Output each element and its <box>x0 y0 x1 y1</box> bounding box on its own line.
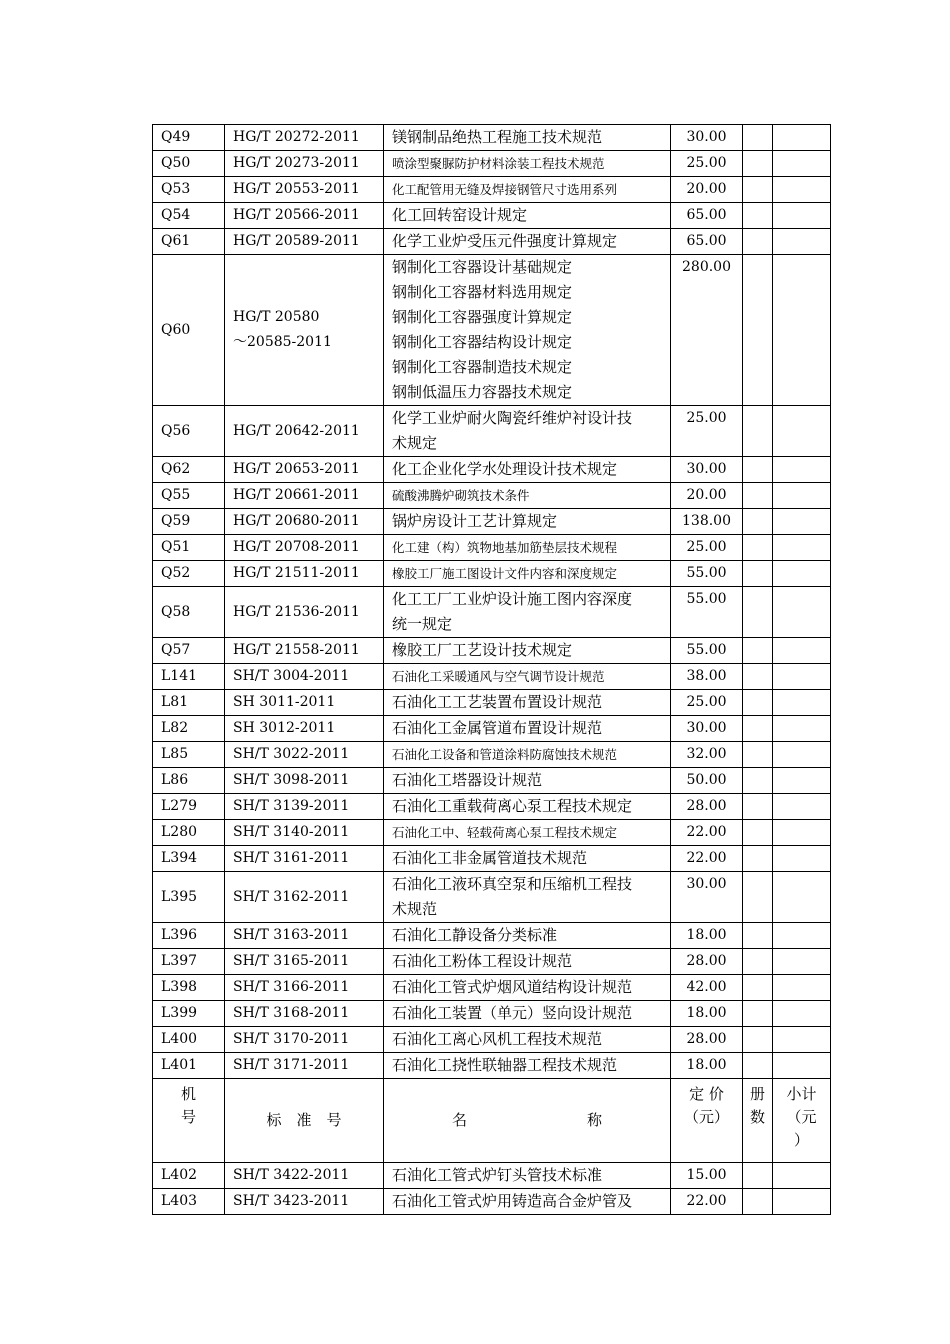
standard-name-cell <box>384 1189 671 1215</box>
standard-name-line: 石油化工塔器设计规范 <box>392 771 543 789</box>
table-row <box>153 820 831 846</box>
subtotal-cell[interactable] <box>773 509 831 535</box>
subtotal-cell[interactable] <box>773 1163 831 1189</box>
standard-name-cell <box>384 457 671 483</box>
standard-number-cell <box>225 872 384 923</box>
standard-number-line: HG/T 21511-2011 <box>233 565 360 581</box>
code-cell: Q51 <box>153 535 225 561</box>
standard-name-line: 化学工业炉耐火陶瓷纤维炉衬设计技 <box>392 409 633 427</box>
standard-name-cell <box>384 923 671 949</box>
code-cell: L402 <box>153 1163 225 1189</box>
standard-name-line: 钢制低温压力容器技术规定 <box>392 383 573 401</box>
standard-number-line: SH/T 3139-2011 <box>233 798 350 814</box>
table-row <box>153 1189 831 1215</box>
standard-name-cell <box>384 716 671 742</box>
standard-name-line: 石油化工管式炉钉头管技术标准 <box>392 1166 603 1184</box>
standard-name-line: 化工回转窑设计规定 <box>392 206 528 224</box>
standard-number-line: SH/T 3171-2011 <box>233 1057 350 1073</box>
standard-number-cell <box>225 587 384 638</box>
price-cell: 25.00 <box>671 535 743 561</box>
standard-name-line: 石油化工离心风机工程技术规范 <box>392 1030 603 1048</box>
code-cell: Q49 <box>153 125 225 151</box>
subtotal-cell[interactable] <box>773 1189 831 1215</box>
standard-number-cell <box>225 406 384 457</box>
standard-name-line: 术规范 <box>392 900 438 918</box>
code-cell: Q62 <box>153 457 225 483</box>
subtotal-cell[interactable] <box>773 151 831 177</box>
price-cell: 280.00 <box>671 255 743 406</box>
code-cell: Q60 <box>153 255 225 406</box>
price-cell: 22.00 <box>671 820 743 846</box>
standard-number-line: HG/T 21536-2011 <box>233 603 360 620</box>
copies-cell[interactable] <box>743 1053 773 1079</box>
standard-name-line: 钢制化工容器强度计算规定 <box>392 308 573 326</box>
subtotal-cell[interactable] <box>773 1053 831 1079</box>
standard-name-cell <box>384 690 671 716</box>
code-cell: L82 <box>153 716 225 742</box>
price-cell: 55.00 <box>671 587 743 638</box>
standard-number-line: SH/T 3422-2011 <box>233 1167 350 1183</box>
standard-number-line: HG/T 20661-2011 <box>233 487 360 503</box>
copies-cell[interactable] <box>743 742 773 768</box>
subtotal-cell[interactable] <box>773 587 831 638</box>
table-row <box>153 1001 831 1027</box>
subtotal-cell[interactable] <box>773 820 831 846</box>
price-cell: 65.00 <box>671 229 743 255</box>
standard-name-cell <box>384 203 671 229</box>
standard-number-line: HG/T 20580 <box>233 309 320 325</box>
price-cell: 25.00 <box>671 406 743 457</box>
standard-number-line: HG/T 21558-2011 <box>233 642 360 658</box>
standard-number-line: SH/T 3004-2011 <box>233 668 350 684</box>
copies-cell[interactable] <box>743 664 773 690</box>
standard-number-line: SH/T 3170-2011 <box>233 1031 350 1047</box>
table-header <box>153 1079 831 1163</box>
code-cell: Q59 <box>153 509 225 535</box>
subtotal-cell[interactable] <box>773 872 831 923</box>
standard-number-line: SH/T 3162-2011 <box>233 888 350 905</box>
standard-number-cell <box>225 203 384 229</box>
price-cell: 30.00 <box>671 872 743 923</box>
table-row <box>153 535 831 561</box>
price-cell: 30.00 <box>671 716 743 742</box>
table-row <box>153 923 831 949</box>
standard-number-cell <box>225 716 384 742</box>
table-row <box>153 229 831 255</box>
header-standard: 标 准 号 <box>225 1079 384 1163</box>
copies-cell[interactable] <box>743 690 773 716</box>
table-row <box>153 561 831 587</box>
code-cell: L279 <box>153 794 225 820</box>
standard-number-cell <box>225 846 384 872</box>
standard-number-cell <box>225 457 384 483</box>
price-cell: 30.00 <box>671 457 743 483</box>
standard-name-cell <box>384 872 671 923</box>
standard-name-line: 橡胶工厂施工图设计文件内容和深度规定 <box>392 566 618 581</box>
standard-name-line: 钢制化工容器材料选用规定 <box>392 283 573 301</box>
subtotal-cell[interactable] <box>773 125 831 151</box>
table-row <box>153 125 831 151</box>
standard-name-line: 化工建（构）筑物地基加筋垫层技术规程 <box>392 540 618 555</box>
standard-name-cell <box>384 561 671 587</box>
price-cell: 18.00 <box>671 923 743 949</box>
price-cell: 22.00 <box>671 1189 743 1215</box>
header-code: 机 号 <box>153 1079 225 1163</box>
price-cell: 38.00 <box>671 664 743 690</box>
code-cell: Q61 <box>153 229 225 255</box>
header-name: 名 称 <box>384 1079 671 1163</box>
header-subtotal: 小计 （元 ） <box>773 1079 831 1163</box>
standard-name-cell <box>384 1001 671 1027</box>
table-row <box>153 255 831 406</box>
code-cell: Q56 <box>153 406 225 457</box>
standard-number-cell <box>225 949 384 975</box>
standard-name-line: 术规定 <box>392 434 438 452</box>
table-row <box>153 664 831 690</box>
standard-name-cell <box>384 664 671 690</box>
copies-cell[interactable] <box>743 1001 773 1027</box>
code-cell: Q54 <box>153 203 225 229</box>
standard-number-cell <box>225 1027 384 1053</box>
standard-number-cell <box>225 820 384 846</box>
subtotal-cell[interactable] <box>773 949 831 975</box>
standard-number-line: HG/T 20708-2011 <box>233 539 360 555</box>
standard-name-cell <box>384 820 671 846</box>
table-body-bottom <box>153 1163 831 1215</box>
standard-name-cell <box>384 768 671 794</box>
subtotal-cell[interactable] <box>773 229 831 255</box>
standard-name-cell <box>384 483 671 509</box>
standard-number-line: HG/T 20642-2011 <box>233 422 360 439</box>
standard-number-line: HG/T 20653-2011 <box>233 461 360 477</box>
standard-number-line: SH/T 3022-2011 <box>233 746 350 762</box>
subtotal-cell[interactable] <box>773 923 831 949</box>
table-row <box>153 742 831 768</box>
copies-cell[interactable] <box>743 949 773 975</box>
standard-name-cell <box>384 151 671 177</box>
standard-name-line: 石油化工装置（单元）竖向设计规范 <box>392 1004 633 1022</box>
standard-name-cell <box>384 125 671 151</box>
price-cell: 20.00 <box>671 483 743 509</box>
table-row <box>153 587 831 638</box>
standard-name-cell <box>384 1163 671 1189</box>
code-cell: L81 <box>153 690 225 716</box>
price-cell: 138.00 <box>671 509 743 535</box>
standard-number-line: ～20585-2011 <box>233 334 332 350</box>
price-cell: 28.00 <box>671 794 743 820</box>
price-cell: 65.00 <box>671 203 743 229</box>
standard-number-cell <box>225 229 384 255</box>
table-row <box>153 638 831 664</box>
subtotal-cell[interactable] <box>773 846 831 872</box>
standard-name-cell <box>384 1053 671 1079</box>
table-row <box>153 151 831 177</box>
code-cell: Q52 <box>153 561 225 587</box>
header-row <box>153 1079 831 1163</box>
code-cell: Q58 <box>153 587 225 638</box>
standard-number-line: SH 3011-2011 <box>233 694 336 710</box>
price-cell: 50.00 <box>671 768 743 794</box>
standard-name-cell <box>384 846 671 872</box>
standard-number-line: HG/T 20553-2011 <box>233 181 360 197</box>
price-cell: 30.00 <box>671 125 743 151</box>
standard-number-cell <box>225 794 384 820</box>
copies-cell[interactable] <box>743 1027 773 1053</box>
standard-name-cell <box>384 255 671 406</box>
code-cell: L86 <box>153 768 225 794</box>
copies-cell[interactable] <box>743 255 773 406</box>
standard-name-cell <box>384 949 671 975</box>
standard-name-line: 石油化工液环真空泵和压缩机工程技 <box>392 875 633 893</box>
standard-name-cell <box>384 406 671 457</box>
table-row <box>153 690 831 716</box>
copies-cell[interactable] <box>743 923 773 949</box>
standard-name-line: 石油化工采暖通风与空气调节设计规范 <box>392 669 605 684</box>
code-cell: Q53 <box>153 177 225 203</box>
table-row <box>153 509 831 535</box>
standard-number-cell <box>225 664 384 690</box>
standard-number-line: SH/T 3161-2011 <box>233 850 350 866</box>
standard-name-line: 化工企业化学水处理设计技术规定 <box>392 460 618 478</box>
subtotal-cell[interactable] <box>773 177 831 203</box>
table-row <box>153 975 831 1001</box>
standard-number-line: HG/T 20566-2011 <box>233 207 360 223</box>
standard-number-line: SH/T 3140-2011 <box>233 824 350 840</box>
standard-name-cell <box>384 975 671 1001</box>
standard-name-line: 化学工业炉受压元件强度计算规定 <box>392 232 618 250</box>
copies-cell[interactable] <box>743 975 773 1001</box>
standard-name-cell <box>384 509 671 535</box>
code-cell: L400 <box>153 1027 225 1053</box>
subtotal-cell[interactable] <box>773 561 831 587</box>
subtotal-cell[interactable] <box>773 664 831 690</box>
standard-name-line: 石油化工重载荷离心泵工程技术规定 <box>392 797 633 815</box>
price-cell: 25.00 <box>671 151 743 177</box>
standard-name-line: 硫酸沸腾炉砌筑技术条件 <box>392 488 530 503</box>
subtotal-cell[interactable] <box>773 457 831 483</box>
standard-name-line: 石油化工管式炉烟风道结构设计规范 <box>392 978 633 996</box>
standard-name-cell <box>384 587 671 638</box>
standard-number-line: HG/T 20273-2011 <box>233 155 360 171</box>
table-row <box>153 716 831 742</box>
price-cell: 20.00 <box>671 177 743 203</box>
copies-cell[interactable] <box>743 846 773 872</box>
standard-name-cell <box>384 794 671 820</box>
subtotal-cell[interactable] <box>773 203 831 229</box>
subtotal-cell[interactable] <box>773 768 831 794</box>
standard-number-line: SH/T 3168-2011 <box>233 1005 350 1021</box>
standard-number-cell <box>225 1053 384 1079</box>
standard-name-line: 石油化工管式炉用铸造高合金炉管及 <box>392 1192 633 1210</box>
table-row <box>153 406 831 457</box>
standard-number-line: SH/T 3166-2011 <box>233 979 350 995</box>
copies-cell[interactable] <box>743 483 773 509</box>
standard-number-line: SH/T 3165-2011 <box>233 953 350 969</box>
standard-name-line: 橡胶工厂工艺设计技术规定 <box>392 641 573 659</box>
table-row <box>153 177 831 203</box>
standard-number-cell <box>225 125 384 151</box>
copies-cell[interactable] <box>743 509 773 535</box>
code-cell: Q57 <box>153 638 225 664</box>
price-cell: 18.00 <box>671 1053 743 1079</box>
copies-cell[interactable] <box>743 535 773 561</box>
copies-cell[interactable] <box>743 820 773 846</box>
standard-number-cell <box>225 690 384 716</box>
copies-cell[interactable] <box>743 561 773 587</box>
copies-cell[interactable] <box>743 638 773 664</box>
subtotal-cell[interactable] <box>773 716 831 742</box>
copies-cell[interactable] <box>743 1189 773 1215</box>
price-cell: 28.00 <box>671 949 743 975</box>
copies-cell[interactable] <box>743 229 773 255</box>
standard-name-line: 化工配管用无缝及焊接钢管尺寸选用系列 <box>392 182 618 197</box>
table-row <box>153 872 831 923</box>
standard-name-cell <box>384 535 671 561</box>
standard-name-line: 化工工厂工业炉设计施工图内容深度 <box>392 590 633 608</box>
subtotal-cell[interactable] <box>773 255 831 406</box>
standard-name-cell <box>384 638 671 664</box>
price-cell: 28.00 <box>671 1027 743 1053</box>
standard-name-cell <box>384 177 671 203</box>
standard-name-line: 钢制化工容器设计基础规定 <box>392 258 573 276</box>
standard-number-cell <box>225 638 384 664</box>
copies-cell[interactable] <box>743 151 773 177</box>
standard-number-line: HG/T 20272-2011 <box>233 129 360 145</box>
price-cell: 25.00 <box>671 690 743 716</box>
copies-cell[interactable] <box>743 177 773 203</box>
standard-number-line: SH/T 3163-2011 <box>233 927 350 943</box>
subtotal-cell[interactable] <box>773 975 831 1001</box>
subtotal-cell[interactable] <box>773 638 831 664</box>
subtotal-cell[interactable] <box>773 742 831 768</box>
header-copies: 册 数 <box>743 1079 773 1163</box>
standard-name-line: 统一规定 <box>392 615 453 633</box>
standard-number-cell <box>225 177 384 203</box>
standard-name-line: 石油化工挠性联轴器工程技术规范 <box>392 1056 618 1074</box>
code-cell: L395 <box>153 872 225 923</box>
table-row <box>153 768 831 794</box>
code-cell: L401 <box>153 1053 225 1079</box>
copies-cell[interactable] <box>743 872 773 923</box>
standard-name-line: 石油化工设备和管道涂料防腐蚀技术规范 <box>392 747 618 762</box>
table-row <box>153 457 831 483</box>
table-row <box>153 1027 831 1053</box>
code-cell: L394 <box>153 846 225 872</box>
copies-cell[interactable] <box>743 125 773 151</box>
price-cell: 55.00 <box>671 638 743 664</box>
price-cell: 55.00 <box>671 561 743 587</box>
standard-name-line: 喷涂型聚脲防护材料涂装工程技术规范 <box>392 156 605 171</box>
standard-number-line: SH/T 3423-2011 <box>233 1193 350 1209</box>
table-row <box>153 794 831 820</box>
price-cell: 32.00 <box>671 742 743 768</box>
price-cell: 42.00 <box>671 975 743 1001</box>
subtotal-cell[interactable] <box>773 690 831 716</box>
copies-cell[interactable] <box>743 716 773 742</box>
standard-name-line: 镁钢制品绝热工程施工技术规范 <box>392 128 603 146</box>
copies-cell[interactable] <box>743 1163 773 1189</box>
code-cell: Q55 <box>153 483 225 509</box>
standard-number-cell <box>225 561 384 587</box>
standard-name-line: 石油化工静设备分类标准 <box>392 926 558 944</box>
subtotal-cell[interactable] <box>773 1001 831 1027</box>
code-cell: L397 <box>153 949 225 975</box>
standard-number-cell <box>225 255 384 406</box>
table-row <box>153 1163 831 1189</box>
standard-name-line: 石油化工工艺装置布置设计规范 <box>392 693 603 711</box>
standard-number-cell <box>225 535 384 561</box>
subtotal-cell[interactable] <box>773 794 831 820</box>
standard-number-cell <box>225 509 384 535</box>
table-body-top <box>153 125 831 1079</box>
subtotal-cell[interactable] <box>773 483 831 509</box>
standard-name-line: 钢制化工容器制造技术规定 <box>392 358 573 376</box>
standard-number-line: SH 3012-2011 <box>233 720 336 736</box>
standard-number-line: HG/T 20680-2011 <box>233 513 360 529</box>
table-row <box>153 1053 831 1079</box>
subtotal-cell[interactable] <box>773 406 831 457</box>
copies-cell[interactable] <box>743 203 773 229</box>
table-row <box>153 949 831 975</box>
standard-name-line: 石油化工粉体工程设计规范 <box>392 952 573 970</box>
standard-name-cell <box>384 229 671 255</box>
copies-cell[interactable] <box>743 794 773 820</box>
header-price: 定 价 （元） <box>671 1079 743 1163</box>
subtotal-cell[interactable] <box>773 535 831 561</box>
standard-name-line: 锅炉房设计工艺计算规定 <box>392 512 558 530</box>
subtotal-cell[interactable] <box>773 1027 831 1053</box>
standard-number-cell <box>225 151 384 177</box>
code-cell: L141 <box>153 664 225 690</box>
standard-number-cell <box>225 923 384 949</box>
copies-cell[interactable] <box>743 768 773 794</box>
standard-number-cell <box>225 975 384 1001</box>
code-cell: Q50 <box>153 151 225 177</box>
standard-name-line: 钢制化工容器结构设计规定 <box>392 333 573 351</box>
code-cell: L280 <box>153 820 225 846</box>
standard-number-cell <box>225 1001 384 1027</box>
standard-name-line: 石油化工金属管道布置设计规范 <box>392 719 603 737</box>
standard-number-line: HG/T 20589-2011 <box>233 233 360 249</box>
standard-number-cell <box>225 1189 384 1215</box>
standard-number-cell <box>225 1163 384 1189</box>
standards-price-table <box>152 124 831 1215</box>
price-cell: 22.00 <box>671 846 743 872</box>
copies-cell[interactable] <box>743 587 773 638</box>
code-cell: L396 <box>153 923 225 949</box>
code-cell: L399 <box>153 1001 225 1027</box>
code-cell: L85 <box>153 742 225 768</box>
price-cell: 15.00 <box>671 1163 743 1189</box>
table-row <box>153 846 831 872</box>
copies-cell[interactable] <box>743 457 773 483</box>
table-row <box>153 483 831 509</box>
standard-name-line: 石油化工非金属管道技术规范 <box>392 849 588 867</box>
standard-number-cell <box>225 768 384 794</box>
standard-number-cell <box>225 742 384 768</box>
code-cell: L403 <box>153 1189 225 1215</box>
table-row <box>153 203 831 229</box>
copies-cell[interactable] <box>743 406 773 457</box>
code-cell: L398 <box>153 975 225 1001</box>
standard-number-cell <box>225 483 384 509</box>
standard-number-line: SH/T 3098-2011 <box>233 772 350 788</box>
standard-name-cell <box>384 1027 671 1053</box>
standard-name-cell <box>384 742 671 768</box>
price-cell: 18.00 <box>671 1001 743 1027</box>
standard-name-line: 石油化工中、轻载荷离心泵工程技术规定 <box>392 825 618 840</box>
